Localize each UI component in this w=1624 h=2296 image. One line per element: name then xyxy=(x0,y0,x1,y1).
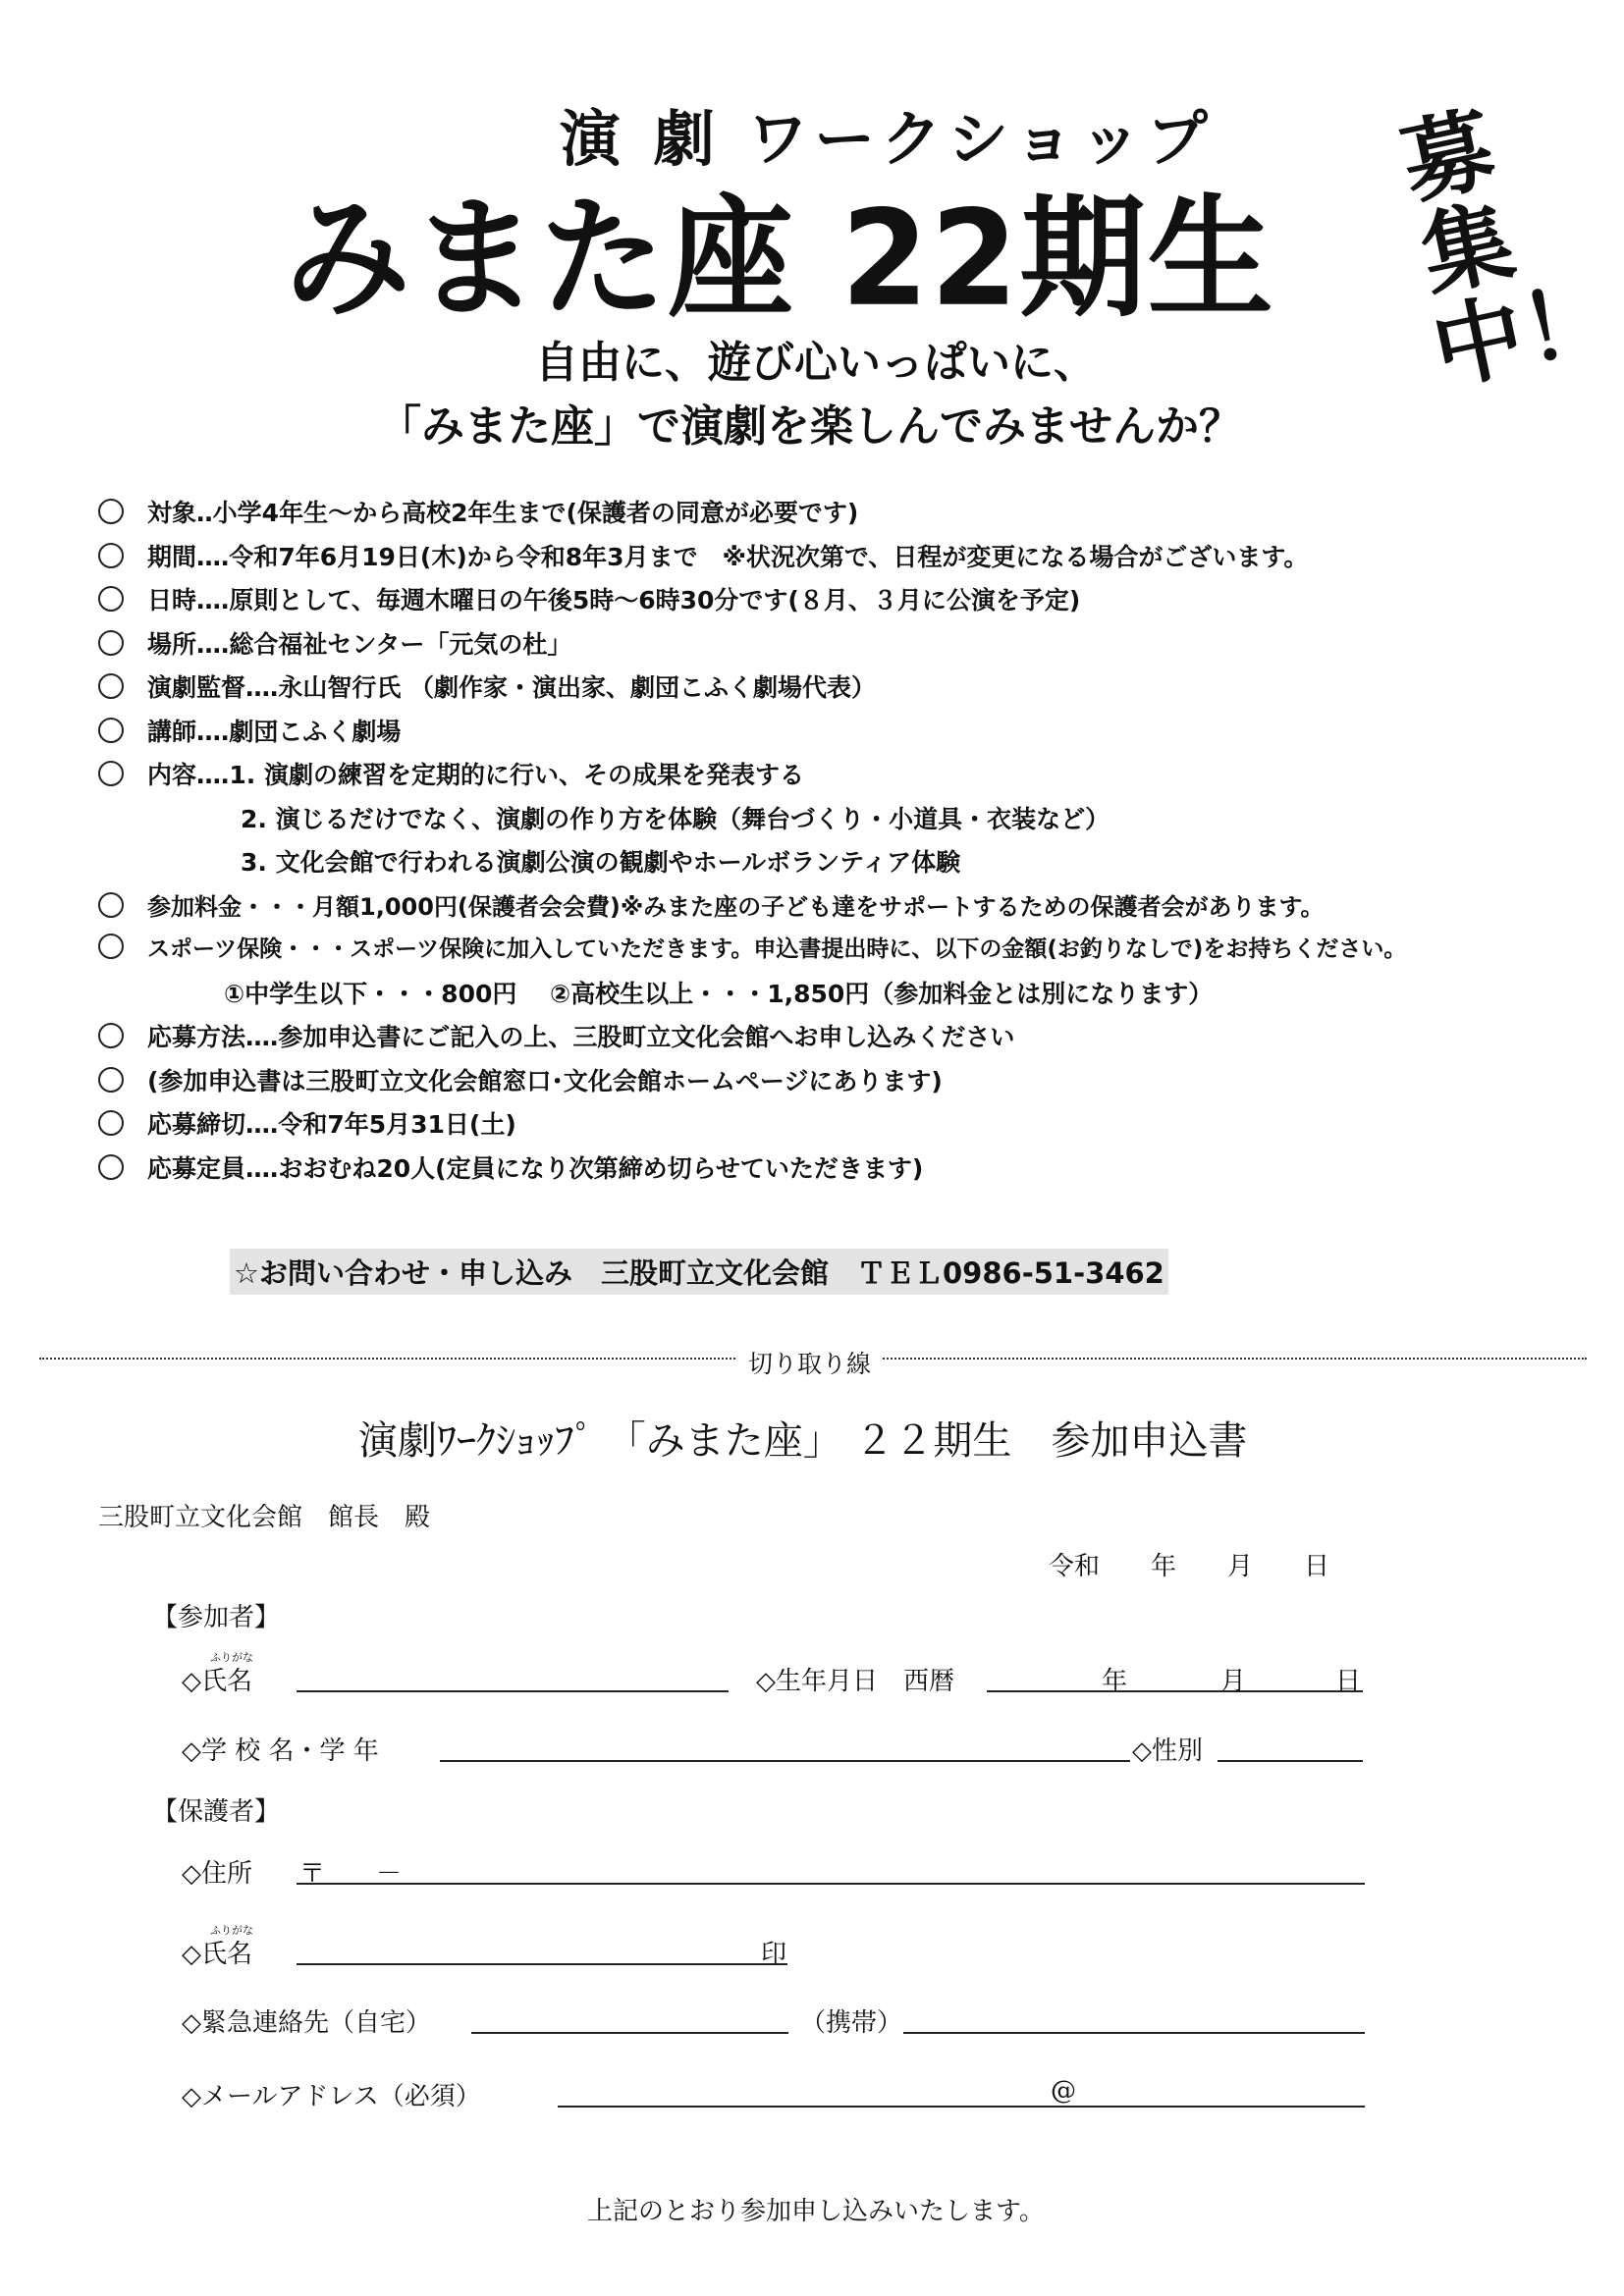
email-input[interactable] xyxy=(558,2106,1365,2108)
info-item: 参加料金・・・月額1,000円(保護者会会費)※みまた座の子ども達をサポートするための保護者会があります。 xyxy=(98,887,1325,922)
info-item: 応募定員‥‥おおむね20人(定員になり次第締め切らせていただきます) xyxy=(98,1149,923,1185)
closing-statement: 上記のとおり参加申し込みいたします。 xyxy=(587,2197,1045,2226)
furigana-label: ふりがな xyxy=(210,1924,253,1937)
school-label: ◇学 校 名・学 年 xyxy=(182,1736,379,1766)
info-item: 応募方法‥‥参加申込書にご記入の上、三股町立文化会館へお申し込みください xyxy=(98,1018,1014,1053)
mobile-label: （携帯） xyxy=(800,2008,903,2038)
circle-bullet-icon xyxy=(98,543,124,568)
info-item: 日時‥‥原則として、毎週木曜日の午後5時～6時30分です(８月、３月に公演を予定) xyxy=(98,581,1080,616)
seal-label: 印 xyxy=(761,1940,787,1969)
cut-line-label: 切り取り線 xyxy=(736,1345,883,1380)
gender-label: ◇性別 xyxy=(1132,1736,1203,1766)
info-item: 応募締切‥‥令和7年5月31日(土) xyxy=(98,1105,516,1141)
participant-name-input[interactable] xyxy=(297,1690,729,1692)
page-title: みまた座 22期生 xyxy=(285,182,1275,337)
school-input[interactable] xyxy=(440,1760,1130,1762)
info-item: (参加申込書は三股町立文化会館窓口･文化会館ホームページにあります) xyxy=(98,1062,943,1097)
name-label: ◇氏名 xyxy=(182,1667,252,1696)
catchphrase-line-1: 自由に、遊び心いっぱいに、 xyxy=(535,338,1097,388)
address-input[interactable] xyxy=(297,1883,1365,1885)
circle-bullet-icon xyxy=(98,1110,124,1136)
info-item: 講師‥‥劇団こふく劇場 xyxy=(98,713,401,748)
catchphrase-line-2: 「みまた座」で演劇を楽しんでみませんか？ xyxy=(378,401,1242,452)
circle-bullet-icon xyxy=(98,761,124,786)
circle-bullet-icon xyxy=(98,1067,124,1093)
insurance-amounts: ①中学生以下・・・800円 ②高校生以上・・・1,850円（参加料金とは別になります） xyxy=(224,980,1214,1008)
circle-bullet-icon xyxy=(98,718,124,743)
postal-mark: 〒 － xyxy=(299,1859,403,1889)
circle-bullet-icon xyxy=(98,934,124,959)
info-item: 期間‥‥令和7年6月19日(木)から令和8年3月まで ※状況次第で、日程が変更になる場合がございます。 xyxy=(98,538,1308,573)
circle-bullet-icon xyxy=(98,892,124,918)
form-title: 演劇ﾜｰｸｼｮｯﾌﾟ 「みまた座」 ２２期生 参加申込書 xyxy=(358,1418,1248,1464)
month-label: 月 xyxy=(1220,1667,1247,1696)
circle-bullet-icon xyxy=(98,1023,124,1048)
recruiting-stamp: 募集中！ xyxy=(1392,95,1623,404)
content-sub-item: 2. 演じるだけでなく、演劇の作り方を体験（舞台づくり・小道具・衣装など） xyxy=(241,805,1110,833)
guardian-header: 【保護者】 xyxy=(152,1797,281,1827)
gender-input[interactable] xyxy=(1218,1760,1363,1762)
birthdate-input[interactable] xyxy=(987,1690,1363,1692)
content-sub-item: 3. 文化会館で行われる演劇公演の観劇やホールボランティア体験 xyxy=(241,848,961,877)
guardian-name-label: ◇氏名 xyxy=(182,1940,252,1969)
subtitle: 演 劇 ワークショップ xyxy=(560,103,1214,175)
circle-bullet-icon xyxy=(98,1154,124,1180)
circle-bullet-icon xyxy=(98,630,124,656)
home-phone-input[interactable] xyxy=(471,2032,788,2034)
participant-header: 【参加者】 xyxy=(152,1603,281,1632)
emergency-label: ◇緊急連絡先（自宅） xyxy=(182,2008,431,2038)
info-item: 場所‥‥総合福祉センター「元気の杜」 xyxy=(98,625,571,661)
day-label: 日 xyxy=(1335,1667,1362,1696)
circle-bullet-icon xyxy=(98,499,124,524)
furigana-label: ふりがな xyxy=(210,1651,253,1664)
info-item: スポーツ保険・・・スポーツ保険に加入していただきます。申込書提出時に、以下の金額(お釣りなしで)をお持ちください。 xyxy=(98,931,1406,963)
info-item: 対象‥小学4年生～から高校2年生まで(保護者の同意が必要です) xyxy=(98,494,858,529)
guardian-name-input[interactable] xyxy=(297,1963,787,1965)
circle-bullet-icon xyxy=(98,673,124,699)
date-field[interactable]: 令和 年 月 日 xyxy=(1049,1552,1330,1581)
circle-bullet-icon xyxy=(98,586,124,612)
contact-info: ☆お問い合わせ・申し込み 三股町立文化会館 ＴＥＬ0986-51-3462 xyxy=(230,1249,1168,1295)
at-sign: @ xyxy=(1051,2076,1076,2106)
info-item: 演劇監督‥‥永山智行氏 （劇作家・演出家、劇団こふく劇場代表） xyxy=(98,668,876,704)
mobile-phone-input[interactable] xyxy=(903,2032,1365,2034)
addressee: 三股町立文化会館 館長 殿 xyxy=(98,1503,431,1532)
info-item: 内容‥‥1. 演劇の練習を定期的に行い、その成果を発表する xyxy=(98,756,804,791)
email-label: ◇メールアドレス（必須） xyxy=(182,2082,481,2111)
year-label: 年 xyxy=(1102,1667,1128,1696)
address-label: ◇住所 xyxy=(182,1859,252,1889)
birthdate-label: ◇生年月日 西暦 xyxy=(756,1667,954,1696)
